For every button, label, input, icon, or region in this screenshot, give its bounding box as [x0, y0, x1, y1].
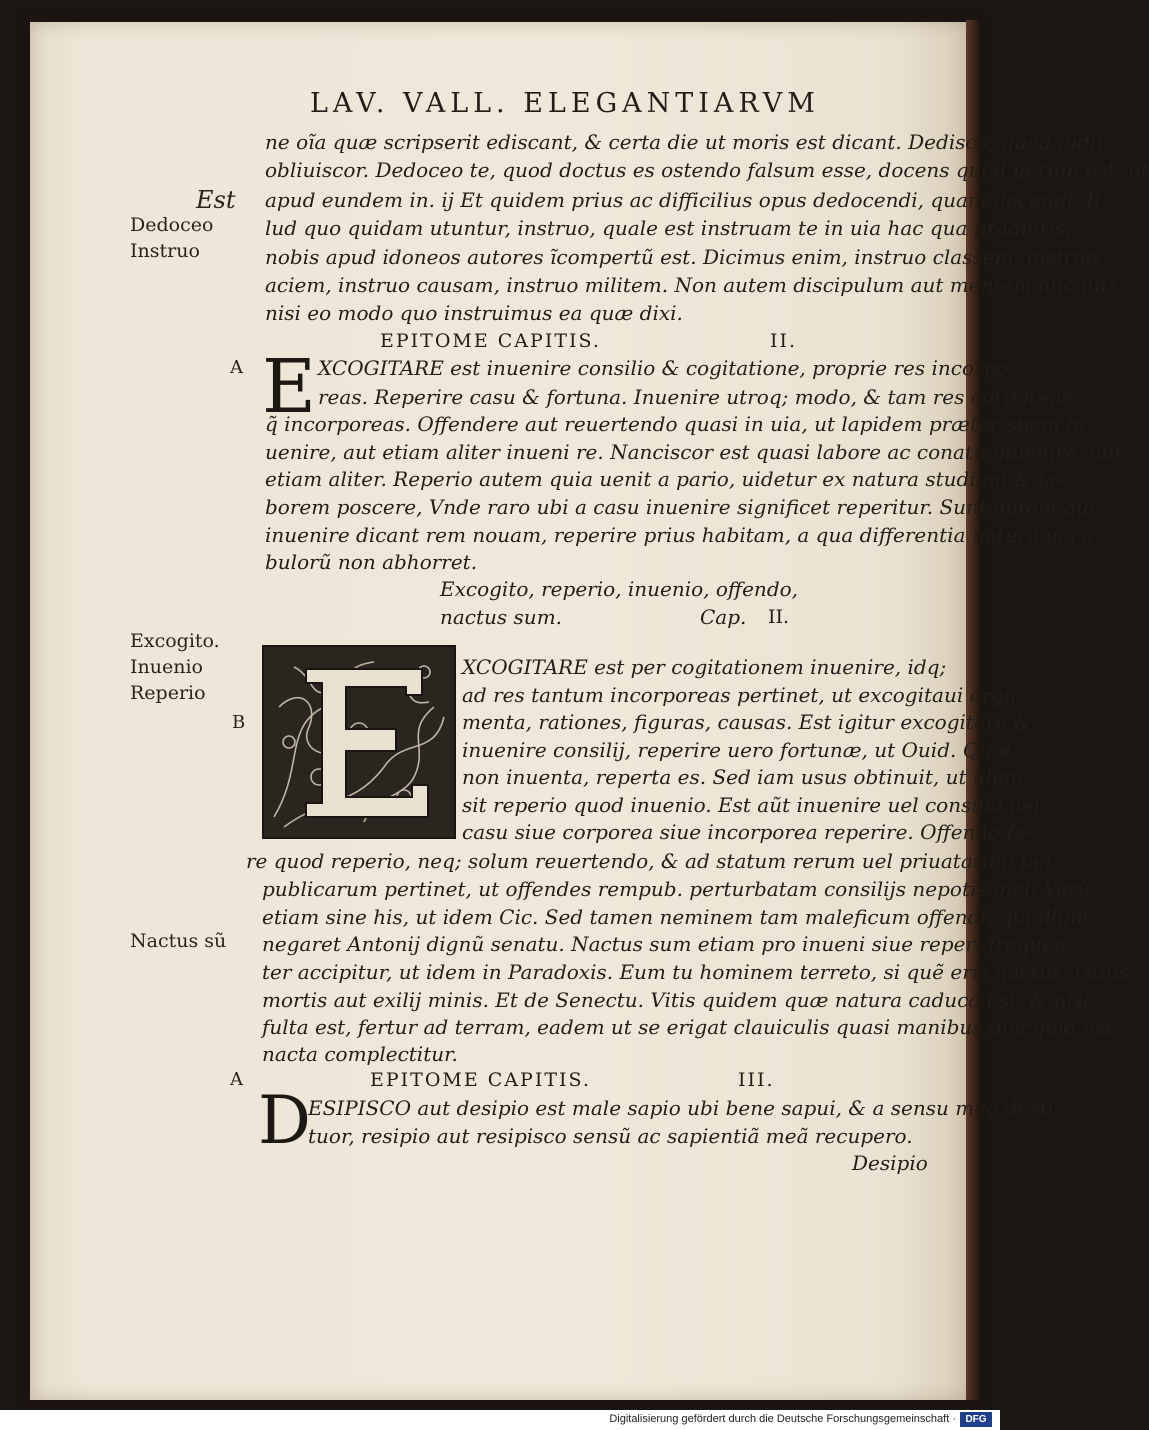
- epitome-number: III.: [738, 1069, 775, 1091]
- text-line: apud eundem in. ij Et quidem prius ac difficilius opus dedocendi, quam docendi. Il-: [265, 188, 1108, 212]
- drop-capital: D: [258, 1082, 311, 1159]
- dfg-logo-icon: DFG: [960, 1412, 992, 1427]
- text-line: tuor, resipio aut resipisco sensũ ac sapientiã meã recupero.: [308, 1124, 913, 1148]
- margin-note: Instruo: [130, 240, 200, 262]
- text-line: uenire, aut etiam aliter inueni re. Nanciscor est quasi labore ac conatu inuenire, aut: [265, 440, 1123, 464]
- text-line: sit reperio quod inuenio. Est aũt inuenire uel consilio uel: [462, 793, 1041, 817]
- text-line: inuenire consilij, reperire uero fortunæ, ut Ouid. Quæ: [462, 738, 1011, 762]
- text-line: nobis apud idoneos autores ĩcompertũ est. Dicimus enim, instruo classem, instruo: [265, 245, 1099, 269]
- margin-note-handwritten: Est: [196, 186, 236, 214]
- margin-note: Dedoceo: [130, 214, 214, 236]
- text-line: borem poscere, Vnde raro ubi a casu inuenire significet reperitur. Sunt autem qui: [265, 495, 1096, 519]
- text-line: ESIPISCO aut desipio est male sapio ubi bene sapui, & a sensu meo desti: [308, 1096, 1054, 1120]
- text-line: q̃ incorporeas. Offendere aut reuertendo quasi in uia, ut lapidem præter spem in-: [265, 412, 1093, 436]
- section-letter: A: [230, 1069, 243, 1090]
- text-line: inuenire dicant rem nouam, reperire prius habitam, a qua differentia natura uoca-: [265, 523, 1101, 547]
- text-line: XCOGITARE est inuenire consilio & cogitatione, proprie res incorpo: [318, 356, 1009, 380]
- chapter-title: Excogito, reperio, inuenio, offendo,: [440, 577, 799, 601]
- text-line: casu siue corporea siue incorporea reperire. Offendo fe-: [462, 820, 1033, 844]
- woodcut-ornament-icon: [264, 647, 454, 837]
- text-line: bulorũ non abhorret.: [265, 550, 478, 574]
- text-line: nisi eo modo quo instruimus ea quæ dixi.: [265, 301, 683, 325]
- margin-note: Inuenio: [130, 656, 203, 678]
- text-line: nacta complectitur.: [262, 1042, 458, 1066]
- catchword: Desipio: [852, 1151, 928, 1175]
- footer-bar: [0, 1410, 1000, 1430]
- epitome-heading: EPITOME CAPITIS.: [370, 1069, 591, 1091]
- ornate-initial-e: [262, 645, 456, 839]
- running-head: LAV. VALL. ELEGANTIARVM: [310, 88, 820, 119]
- section-letter: B: [232, 712, 246, 733]
- text-line: aciem, instruo causam, instruo militem. Non autem discipulum aut mentem alicuius,: [265, 273, 1124, 297]
- text-line: non inuenta, reperta es. Sed iam usus obtinuit, ut idem: [462, 765, 1023, 789]
- text-line: reas. Reperire casu & fortuna. Inuenire utroq; modo, & tam res corporeas: [318, 385, 1072, 409]
- footer-credit: Digitalisierung gefördert durch die Deutsche Forschungsgemeinschaft ·: [609, 1413, 956, 1425]
- text-line: lud quo quidam utuntur, instruo, quale est instruam te in uia hac qua gradieris,: [265, 216, 1072, 240]
- chapter-number: II.: [768, 606, 790, 628]
- text-line: negaret Antonij dignũ senatu. Nactus sum etiam pro inueni siue reperi frequen-: [262, 932, 1074, 956]
- text-line: ter accipitur, ut idem in Paradoxis. Eum tu hominem terreto, si quẽ eris nactus, istius: [262, 960, 1129, 984]
- chapter-cap-label: Cap.: [700, 605, 747, 629]
- margin-note: Nactus sũ: [130, 930, 227, 952]
- text-line: fulta est, fertur ad terram, eadem ut se erigat clauiculis quasi manibus quicquid est: [262, 1015, 1114, 1039]
- text-line: etiam sine his, ut idem Cic. Sed tamen neminem tam maleficum offendi, qui illum: [262, 905, 1090, 929]
- text-line: mortis aut exilij minis. Et de Senectu. Vitis quidem quæ natura caduca est, & nisi: [262, 988, 1090, 1012]
- margin-note: Reperio: [130, 682, 206, 704]
- epitome-heading: EPITOME CAPITIS.: [380, 330, 601, 352]
- drop-capital: E: [262, 344, 317, 430]
- text-line: etiam aliter. Reperio autem quia uenit a pario, uidetur ex natura studium & la-: [265, 467, 1064, 491]
- text-line: menta, rationes, figuras, causas. Est igitur excogitare &: [462, 710, 1032, 734]
- text-line: obliuiscor. Dedoceo te, quod doctus es ostendo falsum esse, docens quod uerum est, ut: [265, 158, 1149, 182]
- text-line: publicarum pertinet, ut offendes rempub. perturbatam consilijs nepotis mei: Verũ: [262, 877, 1091, 901]
- margin-note: Excogito.: [130, 630, 220, 652]
- section-letter: A: [230, 357, 243, 378]
- chapter-title: nactus sum.: [440, 605, 563, 629]
- epitome-number: II.: [770, 330, 798, 352]
- text-line: re quod reperio, neq; solum reuertendo, & ad statum rerum uel priuatarum uel: [246, 849, 1052, 873]
- text-line: ne oĩa quæ scripserit ediscant, & certa die ut moris est dicant. Dedisco, quod didiĉ: [265, 130, 1108, 154]
- text-line: ad res tantum incorporeas pertinet, ut excogitaui argu: [462, 683, 1017, 707]
- text-line: XCOGITARE est per cogitationem inuenire, idq;: [462, 655, 947, 679]
